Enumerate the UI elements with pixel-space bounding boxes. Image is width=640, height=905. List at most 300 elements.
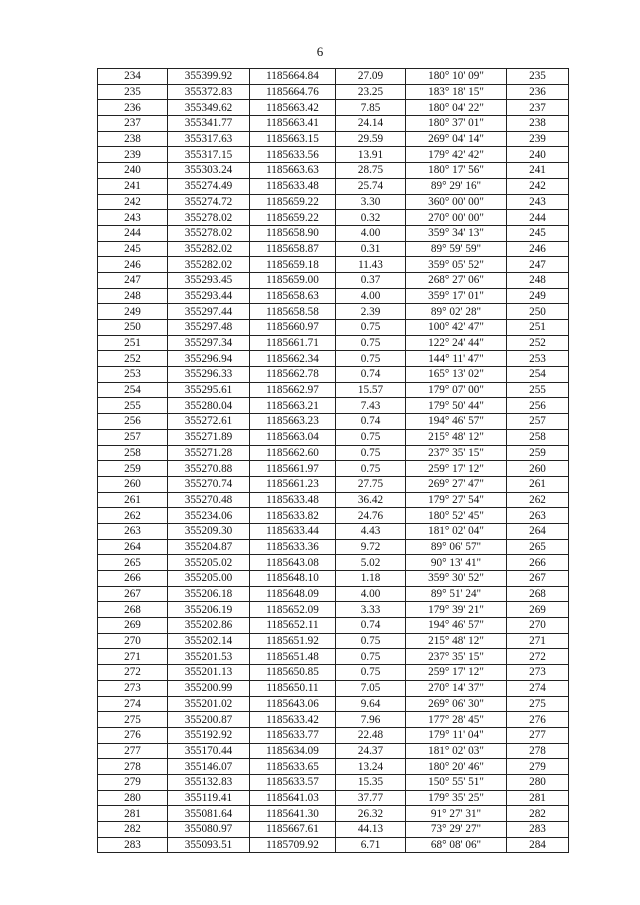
distance-cell: 23.25: [336, 84, 406, 100]
distance-cell: 15.57: [336, 382, 406, 398]
x-coordinate-cell: 355271.89: [168, 429, 250, 445]
table-row: [98, 649, 569, 665]
bearing-cell: 180° 37' 01": [406, 116, 507, 132]
point-number-cell: 242: [98, 194, 168, 210]
point-number-cell: 259: [98, 461, 168, 477]
y-coordinate-cell: 1185643.08: [250, 555, 336, 571]
y-coordinate-cell: 1185667.61: [250, 822, 336, 838]
bearing-cell: 91° 27' 31": [406, 806, 507, 822]
table-row: [98, 696, 569, 712]
y-coordinate-cell: 1185641.30: [250, 806, 336, 822]
next-point-cell: 271: [507, 633, 569, 649]
next-point-cell: 266: [507, 555, 569, 571]
bearing-cell: 90° 13' 41": [406, 555, 507, 571]
point-number-cell: 247: [98, 272, 168, 288]
table-row: [98, 367, 569, 383]
point-number-cell: 246: [98, 257, 168, 273]
bearing-cell: 180° 04' 22": [406, 100, 507, 116]
distance-cell: 0.75: [336, 445, 406, 461]
y-coordinate-cell: 1185662.34: [250, 351, 336, 367]
x-coordinate-cell: 355093.51: [168, 837, 250, 853]
table-row: [98, 743, 569, 759]
bearing-cell: 144° 11' 47": [406, 351, 507, 367]
next-point-cell: 284: [507, 837, 569, 853]
bearing-cell: 359° 17' 01": [406, 288, 507, 304]
point-number-cell: 279: [98, 774, 168, 790]
x-coordinate-cell: 355132.83: [168, 774, 250, 790]
bearing-cell: 89° 06' 57": [406, 539, 507, 555]
y-coordinate-cell: 1185663.63: [250, 163, 336, 179]
table-row: [98, 665, 569, 681]
next-point-cell: 256: [507, 398, 569, 414]
table-row: [98, 429, 569, 445]
table-row: [98, 398, 569, 414]
table-row: [98, 272, 569, 288]
point-number-cell: 269: [98, 618, 168, 634]
next-point-cell: 248: [507, 272, 569, 288]
distance-cell: 0.75: [336, 335, 406, 351]
bearing-cell: 270° 14' 37": [406, 680, 507, 696]
y-coordinate-cell: 1185663.15: [250, 131, 336, 147]
distance-cell: 28.75: [336, 163, 406, 179]
bearing-cell: 180° 20' 46": [406, 759, 507, 775]
distance-cell: 0.74: [336, 618, 406, 634]
bearing-cell: 360° 00' 00": [406, 194, 507, 210]
point-number-cell: 235: [98, 84, 168, 100]
point-number-cell: 236: [98, 100, 168, 116]
next-point-cell: 277: [507, 727, 569, 743]
distance-cell: 0.75: [336, 649, 406, 665]
bearing-cell: 359° 05' 52": [406, 257, 507, 273]
point-number-cell: 237: [98, 116, 168, 132]
x-coordinate-cell: 355234.06: [168, 508, 250, 524]
x-coordinate-cell: 355270.74: [168, 476, 250, 492]
x-coordinate-cell: 355205.02: [168, 555, 250, 571]
point-number-cell: 256: [98, 414, 168, 430]
bearing-cell: 359° 30' 52": [406, 571, 507, 587]
y-coordinate-cell: 1185658.58: [250, 304, 336, 320]
x-coordinate-cell: 355146.07: [168, 759, 250, 775]
next-point-cell: 242: [507, 178, 569, 194]
next-point-cell: 246: [507, 241, 569, 257]
next-point-cell: 244: [507, 210, 569, 226]
table-row: [98, 382, 569, 398]
x-coordinate-cell: 355293.44: [168, 288, 250, 304]
x-coordinate-cell: 355201.02: [168, 696, 250, 712]
x-coordinate-cell: 355206.19: [168, 602, 250, 618]
x-coordinate-cell: 355296.94: [168, 351, 250, 367]
bearing-cell: 181° 02' 03": [406, 743, 507, 759]
y-coordinate-cell: 1185663.21: [250, 398, 336, 414]
y-coordinate-cell: 1185633.77: [250, 727, 336, 743]
distance-cell: 11.43: [336, 257, 406, 273]
table-row: [98, 555, 569, 571]
distance-cell: 6.71: [336, 837, 406, 853]
table-row: [98, 602, 569, 618]
table-row: [98, 461, 569, 477]
y-coordinate-cell: 1185663.23: [250, 414, 336, 430]
distance-cell: 7.05: [336, 680, 406, 696]
x-coordinate-cell: 355205.00: [168, 571, 250, 587]
point-number-cell: 240: [98, 163, 168, 179]
x-coordinate-cell: 355119.41: [168, 790, 250, 806]
bearing-cell: 165° 13' 02": [406, 367, 507, 383]
table-row: [98, 320, 569, 336]
table-row: [98, 759, 569, 775]
bearing-cell: 179° 27' 54": [406, 492, 507, 508]
bearing-cell: 194° 46' 57": [406, 618, 507, 634]
point-number-cell: 267: [98, 586, 168, 602]
distance-cell: 2.39: [336, 304, 406, 320]
bearing-cell: 89° 02' 28": [406, 304, 507, 320]
point-number-cell: 239: [98, 147, 168, 163]
table-row: [98, 492, 569, 508]
next-point-cell: 243: [507, 194, 569, 210]
next-point-cell: 269: [507, 602, 569, 618]
next-point-cell: 280: [507, 774, 569, 790]
point-number-cell: 254: [98, 382, 168, 398]
y-coordinate-cell: 1185658.90: [250, 225, 336, 241]
distance-cell: 7.96: [336, 712, 406, 728]
bearing-cell: 179° 35' 25": [406, 790, 507, 806]
next-point-cell: 240: [507, 147, 569, 163]
bearing-cell: 268° 27' 06": [406, 272, 507, 288]
distance-cell: 0.75: [336, 665, 406, 681]
next-point-cell: 264: [507, 523, 569, 539]
x-coordinate-cell: 355081.64: [168, 806, 250, 822]
point-number-cell: 277: [98, 743, 168, 759]
y-coordinate-cell: 1185658.87: [250, 241, 336, 257]
bearing-cell: 269° 27' 47": [406, 476, 507, 492]
y-coordinate-cell: 1185650.11: [250, 680, 336, 696]
x-coordinate-cell: 355274.49: [168, 178, 250, 194]
distance-cell: 0.75: [336, 351, 406, 367]
y-coordinate-cell: 1185633.42: [250, 712, 336, 728]
table-row: [98, 288, 569, 304]
next-point-cell: 268: [507, 586, 569, 602]
point-number-cell: 261: [98, 492, 168, 508]
distance-cell: 0.75: [336, 633, 406, 649]
y-coordinate-cell: 1185641.03: [250, 790, 336, 806]
point-number-cell: 264: [98, 539, 168, 555]
bearing-cell: 179° 42' 42": [406, 147, 507, 163]
x-coordinate-cell: 355282.02: [168, 241, 250, 257]
point-number-cell: 255: [98, 398, 168, 414]
y-coordinate-cell: 1185650.85: [250, 665, 336, 681]
table-row: [98, 335, 569, 351]
bearing-cell: 180° 17' 56": [406, 163, 507, 179]
point-number-cell: 234: [98, 69, 168, 85]
next-point-cell: 278: [507, 743, 569, 759]
point-number-cell: 252: [98, 351, 168, 367]
next-point-cell: 275: [507, 696, 569, 712]
x-coordinate-cell: 355280.04: [168, 398, 250, 414]
table-row: [98, 147, 569, 163]
x-coordinate-cell: 355201.53: [168, 649, 250, 665]
x-coordinate-cell: 355278.02: [168, 225, 250, 241]
bearing-cell: 122° 24' 44": [406, 335, 507, 351]
y-coordinate-cell: 1185658.63: [250, 288, 336, 304]
point-number-cell: 244: [98, 225, 168, 241]
point-number-cell: 245: [98, 241, 168, 257]
y-coordinate-cell: 1185633.44: [250, 523, 336, 539]
bearing-cell: 89° 51' 24": [406, 586, 507, 602]
table-row: [98, 633, 569, 649]
bearing-cell: 89° 59' 59": [406, 241, 507, 257]
x-coordinate-cell: 355080.97: [168, 822, 250, 838]
x-coordinate-cell: 355206.18: [168, 586, 250, 602]
next-point-cell: 247: [507, 257, 569, 273]
x-coordinate-cell: 355278.02: [168, 210, 250, 226]
distance-cell: 7.43: [336, 398, 406, 414]
point-number-cell: 266: [98, 571, 168, 587]
point-number-cell: 273: [98, 680, 168, 696]
x-coordinate-cell: 355295.61: [168, 382, 250, 398]
table-row: [98, 351, 569, 367]
y-coordinate-cell: 1185652.09: [250, 602, 336, 618]
y-coordinate-cell: 1185660.97: [250, 320, 336, 336]
table-row: [98, 680, 569, 696]
next-point-cell: 276: [507, 712, 569, 728]
point-number-cell: 253: [98, 367, 168, 383]
distance-cell: 1.18: [336, 571, 406, 587]
y-coordinate-cell: 1185659.00: [250, 272, 336, 288]
distance-cell: 29.59: [336, 131, 406, 147]
y-coordinate-cell: 1185661.97: [250, 461, 336, 477]
distance-cell: 9.64: [336, 696, 406, 712]
table-row: [98, 571, 569, 587]
point-number-cell: 272: [98, 665, 168, 681]
point-number-cell: 243: [98, 210, 168, 226]
distance-cell: 0.31: [336, 241, 406, 257]
bearing-cell: 237° 35' 15": [406, 445, 507, 461]
point-number-cell: 280: [98, 790, 168, 806]
coordinates-table: [97, 68, 569, 853]
next-point-cell: 258: [507, 429, 569, 445]
x-coordinate-cell: 355372.83: [168, 84, 250, 100]
distance-cell: 0.74: [336, 367, 406, 383]
next-point-cell: 236: [507, 84, 569, 100]
x-coordinate-cell: 355272.61: [168, 414, 250, 430]
x-coordinate-cell: 355202.14: [168, 633, 250, 649]
next-point-cell: 251: [507, 320, 569, 336]
y-coordinate-cell: 1185659.22: [250, 194, 336, 210]
bearing-cell: 179° 50' 44": [406, 398, 507, 414]
bearing-cell: 100° 42' 47": [406, 320, 507, 336]
x-coordinate-cell: 355293.45: [168, 272, 250, 288]
point-number-cell: 263: [98, 523, 168, 539]
y-coordinate-cell: 1185633.56: [250, 147, 336, 163]
table-row: [98, 445, 569, 461]
distance-cell: 36.42: [336, 492, 406, 508]
point-number-cell: 249: [98, 304, 168, 320]
point-number-cell: 276: [98, 727, 168, 743]
bearing-cell: 359° 34' 13": [406, 225, 507, 241]
table-row: [98, 178, 569, 194]
distance-cell: 0.75: [336, 461, 406, 477]
x-coordinate-cell: 355296.33: [168, 367, 250, 383]
y-coordinate-cell: 1185651.92: [250, 633, 336, 649]
distance-cell: 5.02: [336, 555, 406, 571]
y-coordinate-cell: 1185659.18: [250, 257, 336, 273]
distance-cell: 24.14: [336, 116, 406, 132]
x-coordinate-cell: 355297.44: [168, 304, 250, 320]
next-point-cell: 260: [507, 461, 569, 477]
y-coordinate-cell: 1185663.04: [250, 429, 336, 445]
bearing-cell: 215° 48' 12": [406, 633, 507, 649]
y-coordinate-cell: 1185662.97: [250, 382, 336, 398]
point-number-cell: 251: [98, 335, 168, 351]
distance-cell: 27.75: [336, 476, 406, 492]
point-number-cell: 271: [98, 649, 168, 665]
x-coordinate-cell: 355399.92: [168, 69, 250, 85]
bearing-cell: 89° 29' 16": [406, 178, 507, 194]
next-point-cell: 238: [507, 116, 569, 132]
x-coordinate-cell: 355200.87: [168, 712, 250, 728]
table-row: [98, 523, 569, 539]
table-row: [98, 163, 569, 179]
y-coordinate-cell: 1185652.11: [250, 618, 336, 634]
x-coordinate-cell: 355209.30: [168, 523, 250, 539]
y-coordinate-cell: 1185663.42: [250, 100, 336, 116]
distance-cell: 4.43: [336, 523, 406, 539]
next-point-cell: 257: [507, 414, 569, 430]
y-coordinate-cell: 1185663.41: [250, 116, 336, 132]
point-number-cell: 274: [98, 696, 168, 712]
next-point-cell: 283: [507, 822, 569, 838]
next-point-cell: 250: [507, 304, 569, 320]
distance-cell: 0.32: [336, 210, 406, 226]
bearing-cell: 179° 07' 00": [406, 382, 507, 398]
next-point-cell: 259: [507, 445, 569, 461]
next-point-cell: 239: [507, 131, 569, 147]
y-coordinate-cell: 1185659.22: [250, 210, 336, 226]
x-coordinate-cell: 355297.34: [168, 335, 250, 351]
x-coordinate-cell: 355297.48: [168, 320, 250, 336]
next-point-cell: 274: [507, 680, 569, 696]
distance-cell: 0.75: [336, 429, 406, 445]
x-coordinate-cell: 355303.24: [168, 163, 250, 179]
distance-cell: 0.37: [336, 272, 406, 288]
distance-cell: 13.24: [336, 759, 406, 775]
y-coordinate-cell: 1185662.60: [250, 445, 336, 461]
next-point-cell: 249: [507, 288, 569, 304]
point-number-cell: 238: [98, 131, 168, 147]
distance-cell: 4.00: [336, 288, 406, 304]
x-coordinate-cell: 355204.87: [168, 539, 250, 555]
point-number-cell: 282: [98, 822, 168, 838]
bearing-cell: 177° 28' 45": [406, 712, 507, 728]
point-number-cell: 262: [98, 508, 168, 524]
table-row: [98, 257, 569, 273]
distance-cell: 9.72: [336, 539, 406, 555]
table-row: [98, 539, 569, 555]
next-point-cell: 237: [507, 100, 569, 116]
point-number-cell: 250: [98, 320, 168, 336]
y-coordinate-cell: 1185709.92: [250, 837, 336, 853]
next-point-cell: 254: [507, 367, 569, 383]
table-row: [98, 241, 569, 257]
x-coordinate-cell: 355270.48: [168, 492, 250, 508]
next-point-cell: 270: [507, 618, 569, 634]
table-row: [98, 727, 569, 743]
y-coordinate-cell: 1185661.71: [250, 335, 336, 351]
bearing-cell: 194° 46' 57": [406, 414, 507, 430]
bearing-cell: 150° 55' 51": [406, 774, 507, 790]
next-point-cell: 255: [507, 382, 569, 398]
table-row: [98, 194, 569, 210]
table-row: [98, 712, 569, 728]
point-number-cell: 278: [98, 759, 168, 775]
y-coordinate-cell: 1185633.65: [250, 759, 336, 775]
x-coordinate-cell: 355170.44: [168, 743, 250, 759]
next-point-cell: 245: [507, 225, 569, 241]
next-point-cell: 282: [507, 806, 569, 822]
point-number-cell: 270: [98, 633, 168, 649]
distance-cell: 25.74: [336, 178, 406, 194]
distance-cell: 4.00: [336, 225, 406, 241]
point-number-cell: 241: [98, 178, 168, 194]
table-row: [98, 100, 569, 116]
table-row: [98, 476, 569, 492]
next-point-cell: 235: [507, 69, 569, 85]
point-number-cell: 268: [98, 602, 168, 618]
distance-cell: 22.48: [336, 727, 406, 743]
next-point-cell: 272: [507, 649, 569, 665]
y-coordinate-cell: 1185633.36: [250, 539, 336, 555]
bearing-cell: 270° 00' 00": [406, 210, 507, 226]
bearing-cell: 259° 17' 12": [406, 665, 507, 681]
distance-cell: 15.35: [336, 774, 406, 790]
next-point-cell: 267: [507, 571, 569, 587]
y-coordinate-cell: 1185664.84: [250, 69, 336, 85]
y-coordinate-cell: 1185648.10: [250, 571, 336, 587]
x-coordinate-cell: 355192.92: [168, 727, 250, 743]
x-coordinate-cell: 355341.77: [168, 116, 250, 132]
y-coordinate-cell: 1185633.48: [250, 178, 336, 194]
x-coordinate-cell: 355317.15: [168, 147, 250, 163]
next-point-cell: 261: [507, 476, 569, 492]
bearing-cell: 269° 04' 14": [406, 131, 507, 147]
x-coordinate-cell: 355317.63: [168, 131, 250, 147]
x-coordinate-cell: 355270.88: [168, 461, 250, 477]
bearing-cell: 269° 06' 30": [406, 696, 507, 712]
distance-cell: 24.37: [336, 743, 406, 759]
bearing-cell: 179° 39' 21": [406, 602, 507, 618]
x-coordinate-cell: 355282.02: [168, 257, 250, 273]
next-point-cell: 252: [507, 335, 569, 351]
table-row: [98, 131, 569, 147]
next-point-cell: 281: [507, 790, 569, 806]
bearing-cell: 183° 18' 15": [406, 84, 507, 100]
table-row: [98, 586, 569, 602]
distance-cell: 37.77: [336, 790, 406, 806]
y-coordinate-cell: 1185643.06: [250, 696, 336, 712]
bearing-cell: 215° 48' 12": [406, 429, 507, 445]
table-row: [98, 837, 569, 853]
point-number-cell: 275: [98, 712, 168, 728]
x-coordinate-cell: 355271.28: [168, 445, 250, 461]
next-point-cell: 253: [507, 351, 569, 367]
table-row: [98, 618, 569, 634]
table-row: [98, 225, 569, 241]
table-row: [98, 116, 569, 132]
bearing-cell: 237° 35' 15": [406, 649, 507, 665]
distance-cell: 0.74: [336, 414, 406, 430]
y-coordinate-cell: 1185633.57: [250, 774, 336, 790]
table-row: [98, 414, 569, 430]
table-row: [98, 210, 569, 226]
